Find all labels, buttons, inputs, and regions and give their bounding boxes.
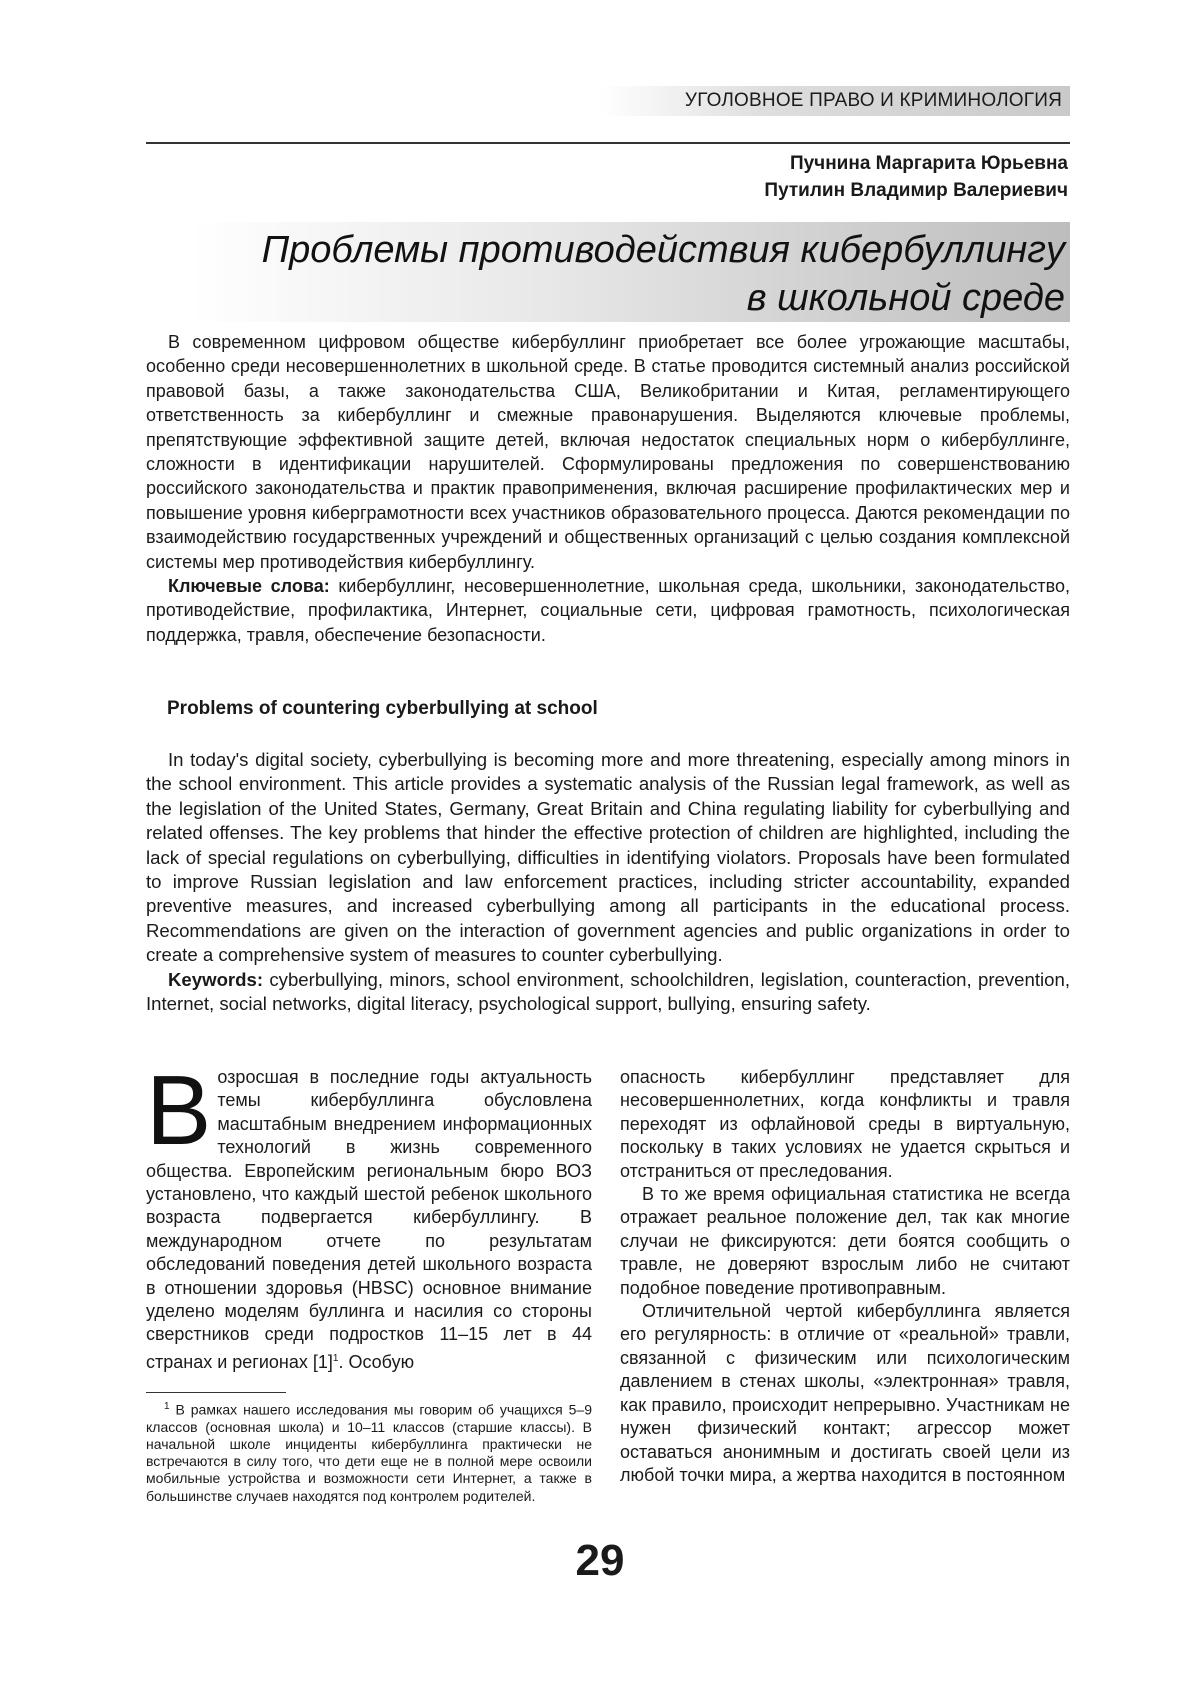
english-title: Problems of countering cyberbullying at school [167,698,598,719]
body-text-tail: . Особую [338,1351,415,1372]
title-line: Проблемы противодействия кибербуллингу [261,229,1065,271]
keywords-en-label: Keywords: [168,968,264,990]
footnote-marker: 1 [164,1401,170,1412]
section-header: УГОЛОВНОЕ ПРАВО И КРИМИНОЛОГИЯ [600,86,1070,116]
title-line: в школьной среде [746,277,1065,319]
body-text: озросшая в последние годы актуальность темы кибербуллинга обусловлена масштабным внедрением информационных технологий в жизнь современного общества. Европейским региональным бюро ВОЗ установлено, что каждый шестой ребенок школьного возраста подвергается кибербуллингу. В международном отчете по результатам обследований поведения детей школьного возраста в отношении здоровья (HBSC) основное внимание уделено моделям буллинга и насилия со стороны сверстников среди подростков 11–15 лет в 44 странах и регионах [1] [146,1067,592,1372]
footnote-body: В рамках нашего исследования мы говорим об учащихся 5–9 классов (основная школа) и 10–11 классов (старшие классы). В начальной школе инциденты кибербуллинга практически не встречаются в силу того, что дети еще не в полной мере освоили мобильные устройства и возможности сети Интернет, а также в большинстве случаев находятся под контролем родителей. [146,1401,592,1504]
keywords-en [146,968,1070,1017]
drop-cap: В [146,1055,212,1165]
keywords-ru-label: Ключевые слова: [168,576,330,597]
footnote-divider [146,1392,286,1393]
author-name: Путилин Владимир Валериевич [764,180,1068,201]
body-paragraph [146,1055,592,1374]
article-title [190,226,1065,322]
abstract-ru [146,330,1070,647]
body-paragraph: опасность кибербуллинг представляет для несовершеннолетних, когда конфликты и травля переходят из офлайновой среды в виртуальную, поскольку в таких условиях не удается скрыться и отстраниться от преследования. [620,1067,1070,1181]
page-number: 29 [575,1536,625,1585]
author-list [600,150,1068,204]
abstract-ru-text: В современном цифровом обществе кибербуллинг приобретает все более угрожающие масштабы, особенно среди несовершеннолетних в школьной среде. В статье проводится системный анализ российской правовой базы, а также законодательства США, Великобритании и Китая, регламентирующего ответственность за кибербуллинг и смежные правонарушения. Выделяются ключевые проблемы, препятствующие эффективной защите детей, включая недостаток специальных норм о кибербуллинге, сложности в идентификации нарушителей. Сформулированы предложения по совершенствованию российского законодательства и практик правоприменения, включая расширение профилактических мер и повышение уровня киберграмотности всех участников образовательного процесса. Даются рекомендации по взаимодействию государственных учреждений и общественных организаций с целью создания комплексной системы мер противодействия кибербуллингу. [146,332,1070,572]
body-column-left [146,1055,592,1374]
keywords-en-text: cyberbullying, minors, school environment, schoolchildren, legislation, counteraction, prevention, Internet, social networks, digital literacy, psychological support, bullying, ensuring safety. [146,968,1070,1015]
keywords-ru [146,574,1070,647]
abstract-en-text: In today's digital society, cyberbullying is becoming more and more threatening, especially among minors in the school environment. This article provides a systematic analysis of the Russian legal framework, as well as the legislation of the United States, Germany, Great Britain and China regulating liability for cyberbullying and related offenses. The key problems that hinder the effective protection of children are highlighted, including the lack of special regulations on cyberbullying, difficulties in identifying violators. Proposals have been formulated to improve Russian legislation and law enforcement practices, including stricter accountability, expanded preventive measures, and increased cyberbullying among all participants in the educational process. Recommendations are given on the interaction of government agencies and public organizations in order to create a comprehensive system of measures to counter cyberbullying. [146,749,1070,966]
keywords-ru-text: кибербуллинг, несовершеннолетние, школьная среда, школьники, законодательство, противодействие, профилактика, Интернет, социальные сети, цифровая грамотность, психологическая поддержка, травля, обеспечение безопасности. [146,576,1070,645]
footnote-text [146,1398,592,1505]
header-divider [146,142,1070,144]
footnote [146,1398,592,1505]
body-paragraph: В то же время официальная статистика не всегда отражает реальное положение дел, так как многие случаи не фиксируются: дети боятся сообщить о травле, не доверяют взрослым либо не считают подобное поведение противоправным. [620,1184,1070,1298]
author-name: Пучнина Маргарита Юрьевна [789,153,1068,174]
footnote-ref: 1 [332,1352,339,1364]
body-paragraph: Отличительной чертой кибербуллинга является его регулярность: в отличие от «реальной» травли, связанной с физическим или психологическим давлением в стенах школы, «электронная» травля, как правило, происходит непрерывно. Участникам не нужен физический контакт; агрессор может оставаться анонимным и достигать своей цели из любой точки мира, а жертва находится в постоянном [620,1301,1070,1485]
abstract-en [146,748,1070,1016]
body-column-right [620,1066,1070,1487]
